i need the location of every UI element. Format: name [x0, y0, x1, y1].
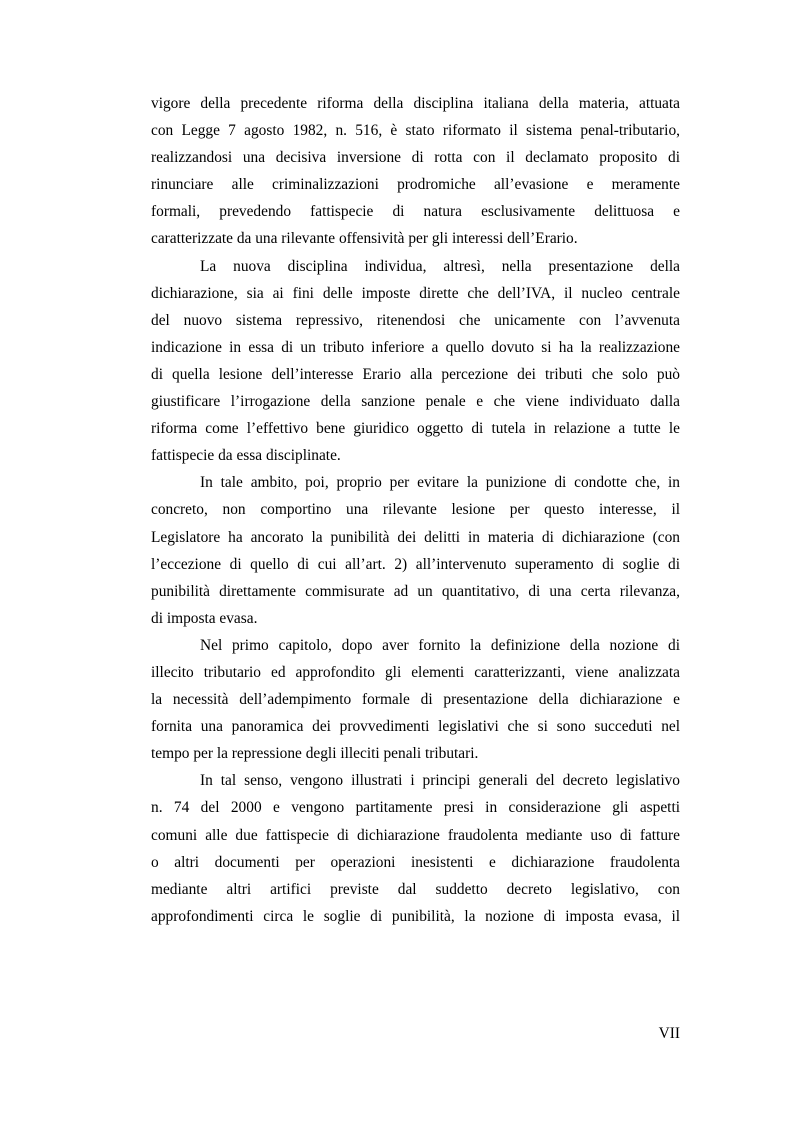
text-line: vigore della precedente riforma della disciplina italiana della materia, attuata [151, 95, 680, 112]
text-line: caratterizzate da una rilevante offensività per gli interessi dell’Erario. [151, 230, 578, 248]
text-line: formali, prevedendo fattispecie di natura esclusivamente delittuosa e [151, 203, 680, 221]
text-line: In tale ambito, poi, proprio per evitare la punizione di condotte che, in [200, 474, 680, 492]
text-line: concreto, non comportino una rilevante lesione per questo interesse, il [151, 501, 680, 519]
text-line: Legislatore ha ancorato la punibilità dei delitti in materia di dichiarazione (con [151, 528, 680, 546]
text-line: mediante altri artifici previste dal suddetto decreto legislativo, con [151, 880, 680, 898]
paragraph-5 [151, 767, 680, 930]
text-line: tempo per la repressione degli illeciti penali tributari. [151, 745, 479, 763]
text-line: di quella lesione dell’interesse Erario alla percezione dei tributi che solo può [151, 365, 680, 383]
text-line: illecito tributario ed approfondito gli elementi caratterizzanti, viene analizzata [151, 663, 680, 681]
text-line: approfondimenti circa le soglie di punibilità, la nozione di imposta evasa, il [151, 907, 680, 925]
text-line: La nuova disciplina individua, altresì, nella presentazione della [200, 257, 680, 275]
document-body [151, 90, 680, 930]
text-line: dichiarazione, sia ai fini delle imposte dirette che dell’IVA, il nucleo centrale [151, 284, 680, 302]
paragraph-3 [151, 469, 680, 632]
text-line: comuni alle due fattispecie di dichiarazione fraudolenta mediante uso di fatture [151, 826, 680, 844]
text-line: fattispecie da essa disciplinate. [151, 447, 341, 465]
text-line: fornita una panoramica dei provvedimenti legislativi che si sono succeduti nel [151, 718, 680, 736]
text-line: di imposta evasa. [151, 609, 258, 627]
text-line: rinunciare alle criminalizzazioni prodromiche all’evasione e meramente [151, 176, 680, 194]
page-number: VII [658, 1025, 680, 1042]
text-line: la necessità dell’adempimento formale di presentazione della dichiarazione e [151, 691, 680, 709]
text-line: punibilità direttamente commisurate ad un quantitativo, di una certa rilevanza, [151, 582, 680, 600]
text-line: o altri documenti per operazioni inesistenti e dichiarazione fraudolenta [151, 853, 680, 871]
text-line: Nel primo capitolo, dopo aver fornito la definizione della nozione di [200, 636, 680, 654]
text-line: con Legge 7 agosto 1982, n. 516, è stato riformato il sistema penal-tributario, [151, 122, 680, 140]
paragraph-4 [151, 632, 680, 767]
text-line: l’eccezione di quello di cui all’art. 2) all’intervenuto superamento di soglie di [151, 555, 680, 573]
paragraph-2 [151, 253, 680, 470]
text-line: del nuovo sistema repressivo, ritenendosi che unicamente con l’avvenuta [151, 311, 680, 329]
text-line: n. 74 del 2000 e vengono partitamente presi in considerazione gli aspetti [151, 799, 680, 817]
text-line: giustificare l’irrogazione della sanzione penale e che viene individuato dalla [151, 393, 680, 411]
text-line: riforma come l’effettivo bene giuridico oggetto di tutela in relazione a tutte le [151, 420, 680, 438]
text-line: In tal senso, vengono illustrati i principi generali del decreto legislativo [200, 772, 680, 790]
paragraph-1 [151, 90, 680, 253]
text-line: indicazione in essa di un tributo inferiore a quello dovuto si ha la realizzazione [151, 338, 680, 356]
text-line: realizzandosi una decisiva inversione di rotta con il declamato proposito di [151, 149, 680, 167]
